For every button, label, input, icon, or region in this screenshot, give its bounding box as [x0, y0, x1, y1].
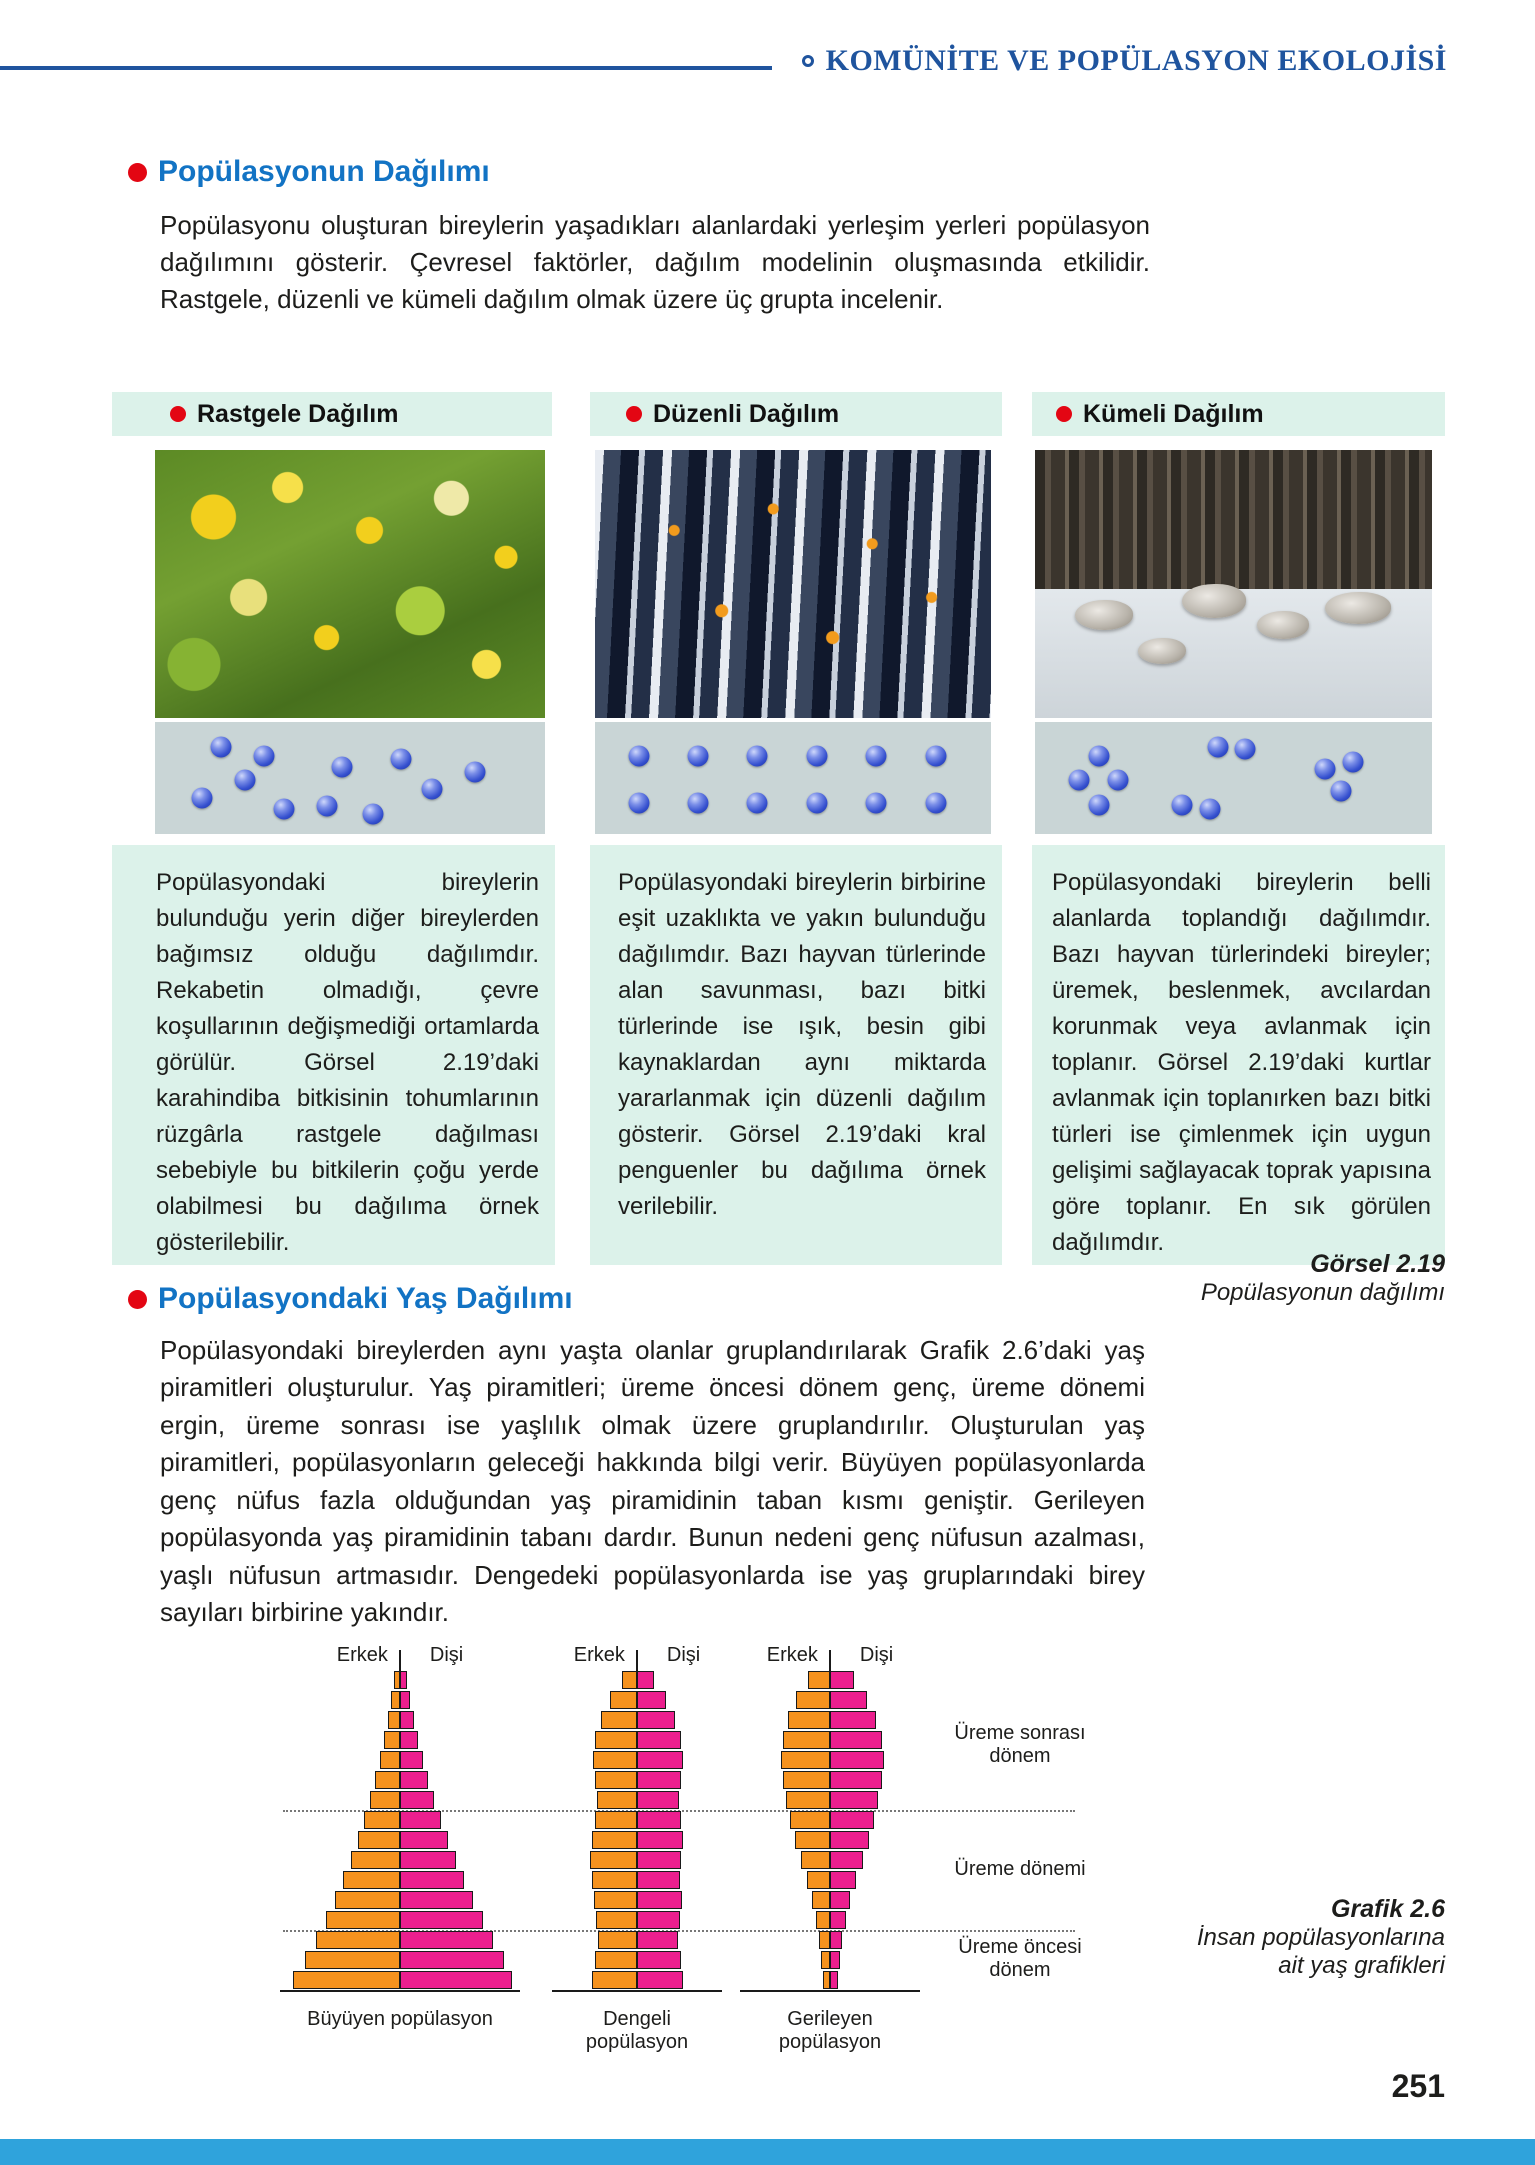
individual-dot: [628, 745, 649, 766]
female-bar: [637, 1871, 680, 1889]
female-bar: [637, 1931, 678, 1949]
male-bar: [597, 1791, 637, 1809]
male-bar: [590, 1851, 637, 1869]
individual-dot: [191, 788, 212, 809]
age-bar-row: [280, 1730, 520, 1750]
pyramid-caption: Büyüyen popülasyon: [307, 2008, 493, 2030]
pyramid-sex-labels: [740, 1644, 920, 1670]
column-title: Rastgele Dağılım: [197, 399, 399, 428]
female-label: Dişi: [666, 1644, 701, 1666]
figure-caption-grafik: [1175, 1895, 1445, 1980]
age-bar-row: [280, 1830, 520, 1850]
section-heading-age: [128, 1282, 573, 1316]
male-bar: [807, 1871, 830, 1889]
male-bar: [375, 1771, 400, 1789]
male-bar: [601, 1711, 637, 1729]
male-bar: [790, 1811, 830, 1829]
male-bar: [595, 1771, 637, 1789]
individual-dot: [747, 745, 768, 766]
male-bar: [592, 1831, 637, 1849]
male-bar: [821, 1951, 830, 1969]
individual-dot: [254, 745, 275, 766]
column-title: Kümeli Dağılım: [1083, 399, 1264, 428]
age-bar-row: [280, 1710, 520, 1730]
wolf-figure: [1325, 592, 1391, 624]
individual-dot: [332, 756, 353, 777]
male-bar: [370, 1791, 400, 1809]
age-bar-row: [552, 1870, 722, 1890]
age-bar-row: [740, 1830, 920, 1850]
individual-dot: [925, 745, 946, 766]
individual-dot: [1235, 738, 1256, 759]
male-bar: [796, 1691, 830, 1709]
figure-caption-title: Görsel 2.19: [1310, 1250, 1445, 1278]
male-bar: [816, 1911, 830, 1929]
male-bar: [610, 1691, 637, 1709]
age-bar-row: [740, 1810, 920, 1830]
female-bar: [400, 1791, 434, 1809]
male-bar: [781, 1751, 830, 1769]
female-bar: [830, 1731, 882, 1749]
distribution-intro-paragraph: Popülasyonu oluşturan bireylerin yaşadıkları alanlardaki yerleşim yerleri popülasyon dağılımını gösterir. Çevresel faktörler, dağılım modelinin oluşmasında etkilidir. Rastgele, düzenli ve kümeli dağılım olmak üzere üç grupta incelenir.: [160, 210, 1150, 314]
male-bar: [788, 1711, 830, 1729]
page-number: 251: [1391, 2068, 1445, 2104]
age-bar-row: [552, 1750, 722, 1770]
individual-dot: [628, 792, 649, 813]
male-bar: [808, 1671, 830, 1689]
male-bar: [592, 1971, 637, 1989]
female-bar: [637, 1971, 683, 1989]
pyramid-baseline: [740, 1990, 920, 1992]
female-bar: [637, 1711, 675, 1729]
individual-dot: [234, 770, 255, 791]
female-bar: [400, 1811, 441, 1829]
female-bar: [400, 1971, 512, 1989]
bullet-icon: [128, 1290, 147, 1309]
age-bar-row: [740, 1710, 920, 1730]
age-bar-row: [740, 1750, 920, 1770]
male-bar: [596, 1911, 637, 1929]
chapter-header: [802, 44, 1447, 78]
age-distribution-paragraph: Popülasyondaki bireylerden aynı yaşta olanlar gruplandırılarak Grafik 2.6’daki yaş piramitleri oluşturulur. Yaş piramitleri; üreme öncesi dönem genç, üreme dönemi ergin, üreme sonrası ise yaşlılık olmak üzere gruplandırılır. Oluşturulan yaş piramitleri, popülasyonların geleceği hakkında bilgi verir. Büyüyen popülasyonlarda genç nüfus fazla olduğundan yaş piramidinin taban kısmı geniştir. Gerileyen popülasyonda yaş piramidinin tabanı dardır. Bunun nedeni genç nüfusun azalması, yaşlı nüfusun artmasıdır. Dengedeki popülasyonlarda ise yaş gruplarındaki birey sayıları birbirine yakındır.: [160, 1335, 1145, 1628]
age-bar-row: [552, 1910, 722, 1930]
male-bar: [384, 1731, 400, 1749]
age-pyramid-growing: [280, 1644, 520, 2031]
age-bar-row: [552, 1790, 722, 1810]
female-bar: [400, 1671, 407, 1689]
age-bar-row: [740, 1970, 920, 1990]
individual-dot: [273, 799, 294, 820]
age-bar-row: [552, 1970, 722, 1990]
age-bar-row: [280, 1870, 520, 1890]
age-pyramid-balanced: [552, 1644, 722, 2054]
age-bar-row: [280, 1910, 520, 1930]
female-bar: [400, 1911, 483, 1929]
male-label: Erkek: [336, 1644, 388, 1666]
female-bar: [830, 1971, 838, 1989]
age-bar-row: [740, 1730, 920, 1750]
zone-label-prereproductive: Üreme öncesi dönem: [958, 1936, 1082, 1981]
regular-distribution-diagram: [595, 722, 991, 834]
dandelion-meadow-photo: [155, 450, 545, 718]
female-bar: [400, 1871, 464, 1889]
female-bar: [830, 1931, 842, 1949]
axis-tick: [399, 1650, 401, 1672]
individual-dot: [1342, 752, 1363, 773]
female-bar: [830, 1831, 869, 1849]
female-bar: [637, 1911, 680, 1929]
king-penguins-photo: [595, 450, 991, 718]
bullet-icon: [170, 406, 186, 422]
age-bar-row: [740, 1850, 920, 1870]
figure-caption-gorsel: [1175, 1250, 1445, 1307]
male-bar: [595, 1811, 637, 1829]
pyramid-caption: Gerileyen popülasyon: [778, 2008, 882, 2053]
male-bar: [364, 1811, 400, 1829]
individual-dot: [1088, 745, 1109, 766]
individual-dot: [1330, 781, 1351, 802]
female-bar: [637, 1731, 681, 1749]
wolf-figure: [1182, 584, 1246, 618]
age-bar-row: [740, 1950, 920, 1970]
individual-dot: [925, 792, 946, 813]
individual-dot: [687, 745, 708, 766]
female-bar: [637, 1751, 683, 1769]
male-bar: [622, 1671, 637, 1689]
age-bar-row: [552, 1810, 722, 1830]
female-bar: [400, 1931, 493, 1949]
female-bar: [637, 1851, 681, 1869]
zone-label-postreproductive: Üreme sonrası dönem: [954, 1722, 1086, 1767]
female-bar: [400, 1851, 456, 1869]
individual-dot: [866, 745, 887, 766]
wolves-in-snow-photo: [1035, 450, 1432, 718]
header-rule: [0, 66, 772, 70]
male-bar: [305, 1951, 400, 1969]
male-bar: [351, 1851, 400, 1869]
age-bar-row: [552, 1850, 722, 1870]
male-bar: [783, 1771, 830, 1789]
age-bar-row: [280, 1850, 520, 1870]
pyramid-baseline: [280, 1990, 520, 1992]
chapter-title: KOMÜNİTE VE POPÜLASYON EKOLOJİSİ: [825, 44, 1447, 77]
zone-label-reproductive: Üreme dönemi: [954, 1858, 1086, 1880]
column-title: Düzenli Dağılım: [653, 399, 840, 428]
individual-dot: [390, 748, 411, 769]
individual-dot: [1171, 794, 1192, 815]
age-bar-row: [552, 1690, 722, 1710]
pyramid-baseline: [552, 1990, 722, 1992]
section-title: Popülasyondaki Yaş Dağılımı: [158, 1282, 573, 1315]
bullet-icon: [128, 163, 147, 182]
wolf-figure: [1138, 638, 1186, 664]
individual-dot: [464, 762, 485, 783]
column-header-random: [112, 392, 552, 436]
male-bar: [593, 1751, 637, 1769]
male-bar: [293, 1971, 400, 1989]
age-bar-row: [552, 1670, 722, 1690]
individual-dot: [1108, 770, 1129, 791]
age-bar-row: [740, 1870, 920, 1890]
female-bar: [830, 1751, 884, 1769]
male-bar: [388, 1711, 400, 1729]
male-bar: [783, 1731, 830, 1749]
female-bar: [637, 1831, 683, 1849]
male-bar: [595, 1731, 637, 1749]
male-bar: [380, 1751, 400, 1769]
individual-dot: [806, 792, 827, 813]
age-pyramid-declining: [740, 1644, 920, 2054]
clumped-distribution-text: Popülasyondaki bireylerin belli alanlarda toplandığı dağılımdır. Bazı hayvan türlerindeki bireyler; üremek, beslenmek, avcılardan korunmak veya avlanmak için toplanır. Görsel 2.19’daki kurtlar avlanmak için toplanırken bazı bitki türleri ise çimlenmek için uygun gelişimi sağlayacak toprak yapısına göre toplanır. En sık görülen dağılımdır.: [1032, 845, 1445, 1265]
male-bar: [335, 1891, 400, 1909]
female-bar: [400, 1951, 504, 1969]
female-bar: [830, 1771, 882, 1789]
female-bar: [637, 1771, 681, 1789]
individual-dot: [1314, 759, 1335, 780]
male-bar: [801, 1851, 830, 1869]
age-bar-row: [280, 1890, 520, 1910]
male-label: Erkek: [766, 1644, 818, 1666]
random-distribution-diagram: [155, 722, 545, 834]
male-bar: [598, 1931, 637, 1949]
male-bar: [316, 1931, 400, 1949]
male-bar: [358, 1831, 400, 1849]
male-bar: [786, 1791, 830, 1809]
column-header-clumped: [1032, 392, 1445, 436]
individual-dot: [866, 792, 887, 813]
axis-tick: [636, 1650, 638, 1672]
female-bar: [830, 1851, 863, 1869]
age-bar-row: [740, 1790, 920, 1810]
pyramid-bars: [280, 1670, 520, 1990]
female-bar: [637, 1811, 681, 1829]
age-bar-row: [552, 1930, 722, 1950]
forest-background: [1035, 450, 1432, 589]
age-bar-row: [280, 1930, 520, 1950]
female-bar: [637, 1891, 682, 1909]
age-bar-row: [740, 1670, 920, 1690]
age-bar-row: [280, 1770, 520, 1790]
age-bar-row: [552, 1830, 722, 1850]
female-bar: [830, 1891, 850, 1909]
age-bar-row: [280, 1790, 520, 1810]
female-bar: [830, 1871, 856, 1889]
age-bar-row: [740, 1890, 920, 1910]
figure-caption-title: Grafik 2.6: [1331, 1895, 1445, 1923]
individual-dot: [1088, 794, 1109, 815]
individual-dot: [211, 736, 232, 757]
male-bar: [326, 1911, 400, 1929]
age-bar-row: [280, 1970, 520, 1990]
age-bar-row: [552, 1950, 722, 1970]
pyramid-bars: [552, 1670, 722, 1990]
pyramid-sex-labels: [280, 1644, 520, 1670]
pyramid-caption: Dengeli popülasyon: [585, 2008, 689, 2053]
age-bar-row: [280, 1810, 520, 1830]
bullet-icon: [1056, 406, 1072, 422]
individual-dot: [1068, 770, 1089, 791]
female-bar: [830, 1811, 874, 1829]
male-bar: [812, 1891, 830, 1909]
age-bar-row: [552, 1890, 722, 1910]
female-bar: [400, 1731, 418, 1749]
male-bar: [823, 1971, 830, 1989]
individual-dot: [747, 792, 768, 813]
female-bar: [400, 1891, 473, 1909]
male-bar: [595, 1951, 637, 1969]
individual-dot: [1207, 736, 1228, 757]
pyramid-sex-labels: [552, 1644, 722, 1670]
female-bar: [830, 1791, 878, 1809]
female-bar: [830, 1711, 876, 1729]
female-bar: [637, 1951, 681, 1969]
female-label: Dişi: [429, 1644, 464, 1666]
female-bar: [637, 1791, 679, 1809]
female-bar: [637, 1671, 654, 1689]
random-distribution-text: Popülasyondaki bireylerin bulunduğu yerin diğer bireylerden bağımsız olduğu dağılımdır. Rekabetin olmadığı, çevre koşullarının değişmediği ortamlarda görülür. Görsel 2.19’daki karahindiba bitkisinin tohumlarının rüzgârla rastgele dağılması sebebiyle bu bitkilerin çoğu yerde olabilmesi bu dağılıma örnek gösterilebilir.: [112, 845, 555, 1265]
bullet-icon: [626, 406, 642, 422]
individual-dot: [363, 803, 384, 824]
age-bar-row: [280, 1950, 520, 1970]
section-title: Popülasyonun Dağılımı: [158, 155, 490, 188]
age-bar-row: [740, 1770, 920, 1790]
section-heading-distribution: [128, 155, 490, 189]
individual-dot: [421, 779, 442, 800]
female-bar: [830, 1951, 840, 1969]
individual-dot: [1199, 799, 1220, 820]
female-label: Dişi: [859, 1644, 894, 1666]
female-bar: [400, 1771, 428, 1789]
individual-dot: [687, 792, 708, 813]
female-bar: [830, 1671, 854, 1689]
age-bar-row: [280, 1690, 520, 1710]
axis-tick: [829, 1650, 831, 1672]
female-bar: [400, 1751, 423, 1769]
regular-distribution-text: Popülasyondaki bireylerin birbirine eşit uzaklıkta ve yakın bulunduğu dağılımdır. Bazı hayvan türlerinde alan savunması, bazı bitki türlerinde ise ışık, besin gibi kaynaklardan aynı miktarda yararlanmak için düzenli dağılım gösterir. Görsel 2.19’daki kral penguenler bu dağılıma örnek verilebilir.: [590, 845, 1002, 1265]
column-header-regular: [590, 392, 1002, 436]
clumped-distribution-diagram: [1035, 722, 1432, 834]
ring-icon: [802, 55, 814, 67]
figure-caption-subtitle: İnsan popülasyonlarına ait yaş grafikleri: [1196, 1924, 1445, 1979]
age-bar-row: [552, 1730, 722, 1750]
female-bar: [400, 1691, 410, 1709]
female-bar: [400, 1831, 448, 1849]
male-bar: [391, 1691, 400, 1709]
individual-dot: [806, 745, 827, 766]
age-bar-row: [740, 1690, 920, 1710]
female-bar: [830, 1911, 846, 1929]
male-bar: [795, 1831, 830, 1849]
female-bar: [400, 1711, 414, 1729]
age-bar-row: [280, 1750, 520, 1770]
age-bar-row: [740, 1930, 920, 1950]
age-bar-row: [552, 1770, 722, 1790]
male-bar: [343, 1871, 400, 1889]
age-bar-row: [740, 1910, 920, 1930]
male-bar: [592, 1871, 637, 1889]
figure-caption-subtitle: Popülasyonun dağılımı: [1200, 1279, 1445, 1306]
footer-bar: [0, 2139, 1535, 2165]
female-bar: [637, 1691, 666, 1709]
male-label: Erkek: [573, 1644, 625, 1666]
pyramid-bars: [740, 1670, 920, 1990]
female-bar: [830, 1691, 867, 1709]
age-bar-row: [552, 1710, 722, 1730]
male-bar: [594, 1891, 637, 1909]
individual-dot: [316, 796, 337, 817]
wolf-figure: [1075, 600, 1133, 630]
male-bar: [819, 1931, 830, 1949]
age-bar-row: [280, 1670, 520, 1690]
wolf-figure: [1257, 611, 1309, 639]
